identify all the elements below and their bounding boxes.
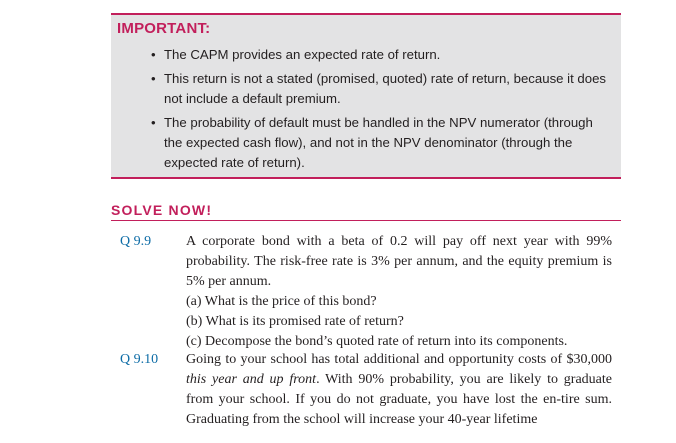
important-bullet-text: This return is not a stated (promised, quoted) rate of return, because it does not include a default premium.: [164, 71, 607, 106]
important-bullet-list: [151, 45, 609, 177]
bullet-icon: •: [151, 71, 156, 86]
important-bullet-item: [151, 45, 609, 65]
question-text: [186, 350, 612, 430]
question-number: Q 9.9: [120, 234, 152, 249]
important-title: IMPORTANT:: [117, 20, 211, 37]
solve-now-heading: SOLVE NOW!: [111, 202, 213, 218]
question-part: (b) What is its promised rate of return?: [186, 314, 404, 329]
question-body: [186, 232, 612, 352]
question-number: Q 9.10: [120, 352, 159, 367]
question-text: A corporate bond with a beta of 0.2 will pay off next year with 99% probability. The risk-free rate is 3% per annum, and the equity premium is 5% per annum.: [186, 234, 612, 289]
important-bullet-text: The probability of default must be handled in the NPV numerator (through the expected cash flow), and not in the NPV denominator (through the expected rate of return).: [164, 115, 593, 170]
important-bullet-text: The CAPM provides an expected rate of return.: [164, 47, 441, 62]
bullet-icon: •: [151, 47, 156, 62]
section-divider: [111, 220, 621, 221]
question-part: (a) What is the price of this bond?: [186, 294, 377, 309]
important-bullet-item: [151, 69, 609, 109]
question-body: [186, 350, 612, 430]
question-text-start: Going to your school has total additional and opportunity costs of $30,000: [186, 352, 612, 367]
question-part: (c) Decompose the bond’s quoted rate of return into its components.: [186, 334, 568, 349]
question-text-emphasis: this year and up front: [186, 372, 317, 387]
important-bullet-item: [151, 113, 609, 173]
question-text-end: . With 90% probability, you are likely to graduate from your school. If you do not graduate, you have lost the en-tire sum. Graduating from the school will increase your 40-year lifetime: [186, 372, 612, 427]
important-callout-box: [111, 13, 621, 179]
bullet-icon: •: [151, 115, 156, 130]
